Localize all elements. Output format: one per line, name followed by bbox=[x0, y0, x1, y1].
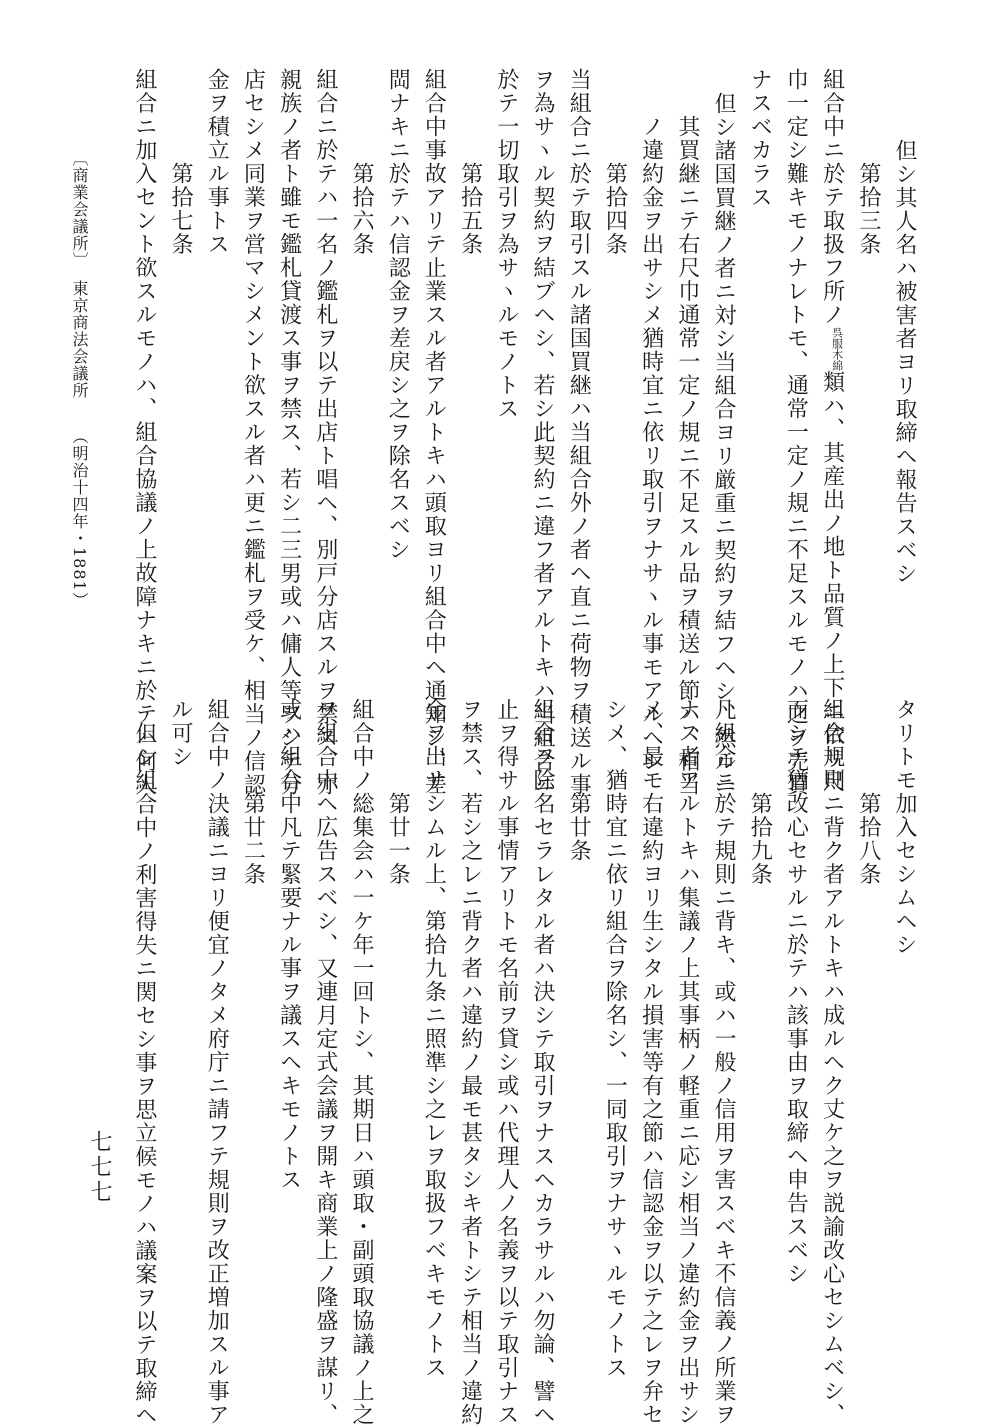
upper-text-column bbox=[821, 68, 843, 794]
upper-text-column: 店セシメ同業ヲ営マシメント欲スル者ハ更ニ鑑札ヲ受ケ、相当ノ信認 bbox=[240, 68, 266, 797]
lower-text-column: 止ヲ得サル事情アリトモ名前ヲ貸シ或ハ代理人ノ名義ヲ以テ取引ナス bbox=[493, 698, 519, 1427]
lower-text-column: 第廿条 bbox=[566, 792, 592, 863]
warichu-line: 呉服 bbox=[830, 326, 844, 349]
lower-text-column: 但シ組合中ノ利害得失ニ関セシ事ヲ思立候モノハ議案ヲ以テ取締ヘ bbox=[131, 721, 157, 1427]
page-number: 七七七 bbox=[87, 1130, 112, 1205]
upper-text-column: ナスベカラス bbox=[747, 68, 773, 209]
lower-text-column: 第拾九条 bbox=[747, 792, 773, 886]
footer-section-label: 〔商業会議所〕 bbox=[70, 150, 89, 269]
upper-text-column: 但シ諸国買継ノ者ニ対シ当組合ヨリ厳重ニ契約ヲ結フヘシ、然ルニ bbox=[711, 91, 736, 797]
upper-text-column: 閊ナキニ於テハ信認金ヲ差戻シ之ヲ除名スベシ bbox=[385, 68, 411, 562]
lower-text-column: 組合中ノ総集会ハ一ケ年一回トシ、其期日ハ頭取・副頭取協議ノ上之 bbox=[349, 698, 374, 1427]
lower-text-column: 組合規則ニ背ク者アルトキハ成ルヘク丈ケ之ヲ説諭改心セシムベシ、 bbox=[819, 698, 845, 1427]
upper-text-column: 但シ其人名ハ被害者ヨリ取締ヘ報告スベシ bbox=[892, 138, 917, 585]
lower-text-column: 第拾八条 bbox=[855, 792, 881, 886]
lower-text-column: メ、最モ右違約ヨリ生シタル損害等有之節ハ信認金ヲ以テ之レヲ弁セ bbox=[638, 698, 664, 1427]
lower-text-column: 第廿二条 bbox=[240, 792, 266, 886]
upper-text-column: 組合ニ加入セント欲スルモノハ、組合協議ノ上故障ナキニ於テハ何人 bbox=[131, 68, 157, 797]
upper-text-column: 第拾五条 bbox=[457, 162, 483, 256]
upper-text-column: 於テ一切取引ヲ為サヽルモノトス bbox=[493, 68, 519, 421]
upper-text-column: 組合中事故アリテ止業スル者アルトキハ頭取ヨリ組合中ヘ通知シ、差 bbox=[421, 68, 447, 797]
lower-text-column: 第廿一条 bbox=[385, 792, 411, 886]
upper-text-column: 金ヲ積立ル事トス bbox=[204, 68, 230, 256]
upper-text-column: ノ違約金ヲ出サシメ猶時宜ニ依リ取引ヲナサヽル事モアルヘシ bbox=[638, 115, 664, 773]
upper-text-column: 第拾七条 bbox=[168, 162, 193, 256]
lower-text-column: ル可シ bbox=[168, 698, 193, 769]
upper-text-column: 第拾六条 bbox=[349, 162, 374, 256]
warichu-line: 木綿 bbox=[830, 348, 844, 371]
lower-text-column: 凡組合ニ於テ規則ニ背キ、或ハ一般ノ信用ヲ害スベキ不信義ノ所業ヲ bbox=[711, 698, 736, 1427]
upper-text-column: 組合ニ於テハ一名ノ鑑札ヲ以テ出店ト唱ヘ、別戸分店スルヲ禁ス、亦 bbox=[312, 68, 338, 797]
lower-text-column: タリトモ加入セシムヘシ bbox=[892, 698, 917, 957]
warichu-annotation bbox=[832, 327, 843, 371]
upper-text-column: 第拾三条 bbox=[855, 162, 881, 256]
column-text: 類ハ、其産出ノ地ト品質ノ上下ニ依リ尺 bbox=[819, 370, 845, 794]
lower-text-column: シメ、猶時宜ニ依リ組合ヲ除名シ、一同取引ヲナサヽルモノトス bbox=[602, 698, 628, 1380]
upper-text-column: 親族ノ者ト雖モ鑑札貸渡ス事ヲ禁ス、若シ二三男或ハ傭人等ヲシテ分 bbox=[276, 68, 302, 797]
lower-text-column: ヲ組合中ヘ広告スベシ、又連月定式会議ヲ開キ商業上ノ隆盛ヲ謀リ、 bbox=[312, 698, 338, 1427]
lower-text-column: ヲ禁ス、若シ之レニ背ク者ハ違約ノ最モ甚タシキ者トシテ相当ノ違約 bbox=[457, 698, 483, 1427]
footer-source-label: 東京商法会議所 bbox=[70, 280, 89, 399]
lower-text-column: ナス者アルトキハ集議ノ上其事柄ノ軽重ニ応シ相当ノ違約金ヲ出サシ bbox=[674, 698, 700, 1427]
upper-text-column: ヲ為サヽル契約ヲ結ブヘシ、若シ此契約ニ違フ者アルトキハ当組合ニ bbox=[530, 68, 555, 797]
column-text: 組合中ニ於テ取扱フ所ノ bbox=[819, 68, 845, 327]
lower-text-column: 組合中ノ決議ニヨリ便宜ノタメ府庁ニ請フテ規則ヲ改正増加スル事ア bbox=[204, 698, 230, 1427]
upper-text-column: 其買継ニテ右尺巾通常一定ノ規ニ不足スル品ヲ積送ル節ハ、相当 bbox=[674, 115, 700, 797]
lower-text-column: 金ヲ出サシムル上、第拾九条ニ照準シ之レヲ取扱フベキモノトス bbox=[421, 698, 447, 1380]
upper-text-column: 当組合ニ於テ取引スル諸国買継ハ当組合外ノ者ヘ直ニ荷物ヲ積送ル事 bbox=[566, 68, 592, 797]
lower-text-column: 組合ヲ除名セラレタル者ハ決シテ取引ヲナスヘカラサルハ勿論、譬ヘ bbox=[530, 698, 555, 1427]
upper-text-column: 巾一定シ難キモノナレトモ、通常一定ノ規ニ不足スルモノハ之ヲ売買 bbox=[783, 68, 809, 797]
footer-era-label: （明治十四年・1881） bbox=[70, 428, 89, 609]
lower-text-column: 或ハ組合中凡テ緊要ナル事ヲ議スヘキモノトス bbox=[276, 698, 302, 1192]
lower-text-column: 而シテ猶改心セサルニ於テハ該事由ヲ取締ヘ申告スベシ bbox=[783, 698, 809, 1286]
upper-text-column: 第拾四条 bbox=[602, 162, 628, 256]
